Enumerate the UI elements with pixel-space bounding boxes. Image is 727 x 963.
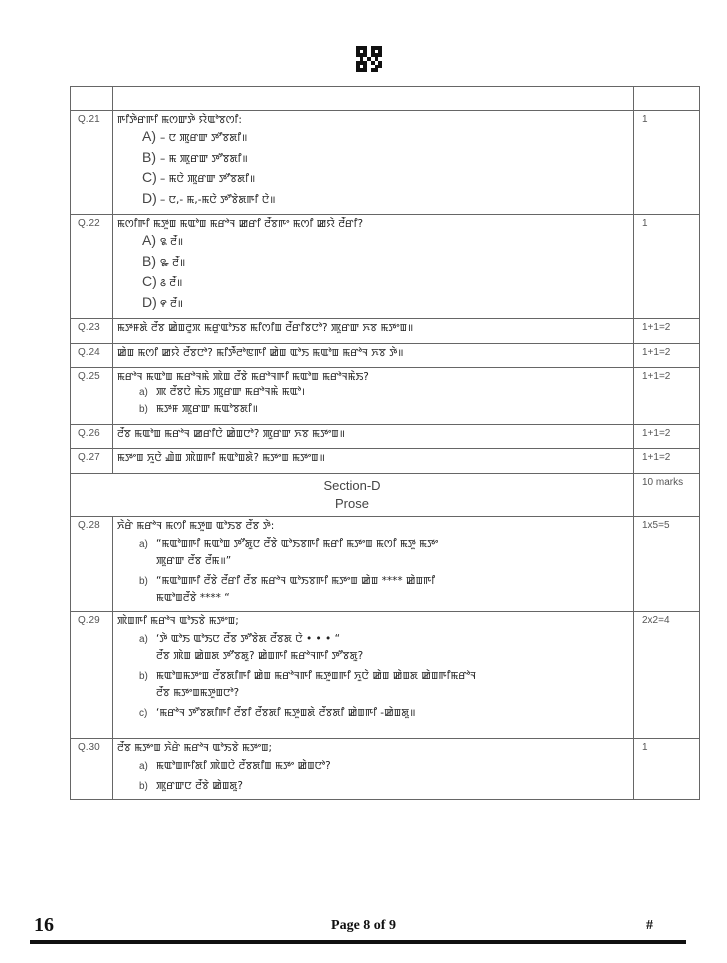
page-number: Page 8 of 9 <box>331 918 396 933</box>
question-number: Q.25 <box>71 368 113 425</box>
question-text: ꯒꯤꯇꯥꯔꯒꯤ ꯃꯁꯛꯇꯥ ꯌꯥꯑꯣꯕꯁꯤ: <box>117 114 242 126</box>
sub-label: b) <box>139 404 148 415</box>
sub-text: ꯃꯑꯣꯡꯒꯤꯗꯤ ꯄꯥꯡꯅꯥ ꯂꯩꯕꯗꯤꯡ ꯃꯇꯦ ꯀꯥꯡꯅꯣ? <box>156 760 331 772</box>
question-marks: 2x2=4 <box>634 612 700 739</box>
sub-question <box>139 537 627 554</box>
option-text: – ꯃ ꯄꯨꯔꯛ ꯇꯧꯕꯗꯤ॥ <box>160 152 248 165</box>
sub-label: b) <box>139 781 148 792</box>
sub-question <box>139 402 627 419</box>
question-number: Q.23 <box>71 319 113 344</box>
question-number: Q.22 <box>71 215 113 319</box>
sub-text: ‘ꯇꯥ ꯑꯣꯏ ꯑꯣꯏꯅ ꯂꯩꯕ ꯇꯧꯕꯥꯗ ꯂꯩꯕꯗ ꯅꯥ • • • “ <box>156 633 341 645</box>
option-label: A) <box>142 232 156 248</box>
option-text: ꯵ ꯂꯩ॥ <box>160 297 184 310</box>
question-number: Q.28 <box>71 517 113 612</box>
section-heading <box>71 474 634 517</box>
question-marks: 1x5=5 <box>634 517 700 612</box>
sub-question <box>139 706 627 723</box>
question-text: ꯃꯁꯤꯒꯤ ꯃꯇꯨꯡ ꯃꯑꯣꯡ ꯃꯔꯣꯜ ꯀꯔꯤ ꯂꯩꯕꯒꯦ ꯃꯁꯤ ꯀꯌꯥ ꯂꯩꯔꯤ? <box>117 218 364 230</box>
sub-question <box>139 632 627 649</box>
question-text: ꯈꯥꯔꯥ ꯃꯔꯣꯜ ꯃꯁꯤ ꯃꯇꯨꯡ ꯑꯣꯏꯕ ꯂꯩꯕ ꯇꯥ: <box>117 520 275 532</box>
option-text: – ꯅ,- ꯃ,-ꯃꯅꯥ ꯇꯧꯕꯥꯗꯒꯤ ꯅꯥ॥ <box>160 193 276 206</box>
section-row <box>71 474 700 517</box>
option-row <box>142 232 627 253</box>
question-body <box>113 517 634 612</box>
question-text: ꯃꯇꯦꯡ ꯈꯨꯅꯥ ꯉꯥꯡ ꯄꯥꯡꯒꯤ ꯃꯑꯣꯡꯗꯥ? ꯃꯇꯦꯡ ꯃꯇꯦꯡ॥ <box>117 452 325 464</box>
question-text: ꯃꯔꯣꯜ ꯃꯑꯣꯡ ꯃꯔꯣꯜꯃꯥ ꯄꯥꯡ ꯂꯩꯕꯥ ꯃꯔꯣꯜꯒꯤ ꯃꯑꯣꯡ ꯃꯔꯣꯜꯃꯥꯏ? <box>117 371 369 383</box>
question-row <box>71 612 700 739</box>
option-text: ꯲ ꯂꯩ॥ <box>160 236 184 248</box>
question-text: ꯄꯥꯡꯒꯤ ꯃꯔꯣꯜ ꯑꯣꯏꯕꯥ ꯃꯇꯦꯡ; <box>117 615 239 627</box>
question-row <box>71 319 700 344</box>
question-body <box>113 739 634 800</box>
question-row <box>71 517 700 612</box>
question-number: Q.30 <box>71 739 113 800</box>
sub-question <box>139 385 627 402</box>
question-body <box>113 425 634 449</box>
question-text: ꯀꯥꯡ ꯃꯁꯤ ꯀꯌꯥ ꯂꯩꯕꯅꯣ? ꯃꯤꯇꯩꯂꯣꯟꯒꯤ ꯀꯥꯡ ꯑꯣꯏ ꯃꯑꯣꯡ ꯃꯔꯣꯜ ꯈꯕ ꯇꯥ॥ <box>117 347 404 359</box>
sub-text-continued: ꯂꯩꯕ ꯃꯇꯦꯡꯃꯇꯨꯡꯅꯣ? <box>156 687 240 699</box>
section-marks: 10 marks <box>634 474 700 517</box>
section-subtitle: Prose <box>335 496 369 511</box>
question-number: Q.27 <box>71 449 113 474</box>
question-row <box>71 739 700 800</box>
sub-text: “ꯃꯑꯣꯡꯒꯤ ꯃꯑꯣꯡ ꯇꯧꯗꯨꯅ ꯂꯩꯕꯥ ꯑꯣꯏꯕꯒꯤ ꯃꯔꯤ ꯃꯇꯦꯡ ꯃꯁꯤ ꯃꯇꯨ ꯃꯇꯦ <box>156 538 439 550</box>
sub-label: a) <box>139 387 148 398</box>
sub-question <box>139 759 627 776</box>
question-number: Q.21 <box>71 111 113 215</box>
sub-label: b) <box>139 671 148 682</box>
sub-question <box>139 779 627 796</box>
sub-text-continued: ꯄꯨꯔꯛ ꯂꯩꯕ ꯂꯩꯃ॥” <box>156 555 232 567</box>
sub-question <box>139 574 627 591</box>
sub-label: c) <box>139 708 148 719</box>
option-row <box>142 190 627 211</box>
sub-text: ‘ꯃꯔꯣꯜ ꯇꯧꯕꯗꯤꯒꯤ ꯂꯩꯕꯤ ꯂꯩꯕꯗꯤ ꯃꯇꯨꯡꯗꯥ ꯂꯩꯕꯗꯤ ꯀꯥꯡꯒꯤ -ꯀꯥꯡꯗꯨ॥ <box>156 707 416 719</box>
question-row <box>71 111 700 215</box>
option-row <box>142 149 627 170</box>
question-marks: 1 <box>634 111 700 215</box>
option-text: – ꯃꯅꯥ ꯄꯨꯔꯛ ꯇꯧꯕꯗꯤ॥ <box>160 173 256 186</box>
question-body <box>113 319 634 344</box>
footer-rule <box>30 940 686 944</box>
option-row <box>142 253 627 274</box>
sub-label: a) <box>139 634 148 645</box>
blank-header-row <box>71 87 700 111</box>
sub-text: ꯄ ꯂꯩꯕꯅꯥ ꯃꯥꯏ ꯄꯨꯔꯛ ꯃꯔꯣꯜꯃꯥ ꯃꯑꯣ। <box>156 386 305 398</box>
option-label: C) <box>142 169 157 186</box>
question-row <box>71 425 700 449</box>
question-marks: 1+1=2 <box>634 425 700 449</box>
question-marks: 1 <box>634 215 700 319</box>
question-marks: 1+1=2 <box>634 368 700 425</box>
question-row <box>71 368 700 425</box>
sub-label: a) <box>139 539 148 550</box>
option-text: – ꯅ ꯄꯨꯔꯛ ꯇꯧꯕꯗꯤ॥ <box>160 132 248 144</box>
option-text: ꯳ ꯂꯩ॥ <box>160 256 186 269</box>
question-number: Q.24 <box>71 344 113 368</box>
option-row <box>142 169 627 190</box>
question-body <box>113 612 634 739</box>
question-marks: 1+1=2 <box>634 344 700 368</box>
sub-text: “ꯃꯑꯣꯡꯒꯤ ꯂꯩꯕꯥ ꯂꯩꯔꯤ ꯂꯩꯕ ꯃꯔꯣꯜ ꯑꯣꯏꯕꯒꯤ ꯃꯇꯦꯡ ꯀꯥꯡ **** ꯀꯥꯡꯒꯤ <box>156 575 436 587</box>
option-label: B) <box>142 148 156 165</box>
sub-text: ꯃꯑꯣꯡꯃꯇꯦꯡ ꯂꯩꯕꯗꯤꯒꯤ ꯀꯥꯡ ꯃꯔꯣꯜꯒꯤ ꯃꯇꯨꯡꯒꯤ ꯈꯨꯅꯥ ꯀꯥꯡ ꯀꯥꯡꯗ ꯀꯥꯡꯒꯤꯃꯔꯣꯜ <box>156 670 477 682</box>
question-marks: 1+1=2 <box>634 449 700 474</box>
option-label: B) <box>142 252 156 269</box>
footer-mark: # <box>646 918 653 933</box>
question-body <box>113 368 634 425</box>
option-label: A) <box>142 128 156 144</box>
sub-question <box>139 669 627 686</box>
question-body <box>113 215 634 319</box>
question-number: Q.26 <box>71 425 113 449</box>
option-text: ꯴ ꯂꯩ॥ <box>160 277 183 290</box>
question-body <box>113 344 634 368</box>
option-row <box>142 294 627 315</box>
option-row <box>142 128 627 149</box>
sub-text: ꯃꯇꯝ ꯄꯨꯔꯛ ꯃꯑꯣꯕꯗꯤ॥ <box>156 403 259 415</box>
question-text: ꯃꯇꯝꯗꯥ ꯂꯩꯕ ꯀꯥꯡꯂꯨꯞ ꯃꯔꯨꯑꯣꯏꯕ ꯃꯤꯁꯤꯡ ꯂꯩꯔꯤꯕꯅꯣ? ꯄꯨꯔꯛ ꯈꯕ ꯃꯇꯦꯡ॥ <box>117 322 414 334</box>
question-text: ꯂꯩꯕ ꯃꯑꯣꯡ ꯃꯔꯣꯜ ꯀꯔꯤꯅꯥ ꯀꯥꯡꯅꯣ? ꯄꯨꯔꯛ ꯈꯕ ꯃꯇꯦꯡ॥ <box>117 428 345 440</box>
question-row <box>71 215 700 319</box>
question-table <box>70 86 700 800</box>
question-marks: 1 <box>634 739 700 800</box>
option-label: D) <box>142 189 157 206</box>
qr-code-icon <box>356 46 382 72</box>
option-label: C) <box>142 273 157 290</box>
option-label: D) <box>142 293 157 310</box>
sub-text-continued: ꯃꯑꯣꯡꯂꯩꯕꯥ **** “ <box>156 592 230 604</box>
footer-code: 16 <box>34 914 54 936</box>
section-title: Section-D <box>323 478 381 493</box>
sub-label: b) <box>139 576 148 587</box>
sub-label: a) <box>139 761 148 772</box>
question-text: ꯂꯩꯕ ꯃꯇꯦꯡ ꯈꯥꯔꯥ ꯃꯔꯣꯜ ꯑꯣꯏꯕꯥ ꯃꯇꯦꯡ; <box>117 742 273 754</box>
question-body <box>113 449 634 474</box>
question-row <box>71 344 700 368</box>
question-marks: 1+1=2 <box>634 319 700 344</box>
question-row <box>71 449 700 474</box>
question-body <box>113 111 634 215</box>
option-row <box>142 273 627 294</box>
question-number: Q.29 <box>71 612 113 739</box>
sub-text: ꯄꯨꯔꯛꯅ ꯂꯩꯕꯥ ꯀꯥꯡꯗꯨ? <box>156 780 243 792</box>
sub-text-continued: ꯂꯩꯕ ꯄꯥꯡ ꯀꯥꯡꯗ ꯇꯧꯕꯗꯨ? ꯀꯥꯡꯒꯤ ꯃꯔꯣꯜꯒꯤ ꯇꯧꯕꯗꯨ? <box>156 650 364 662</box>
